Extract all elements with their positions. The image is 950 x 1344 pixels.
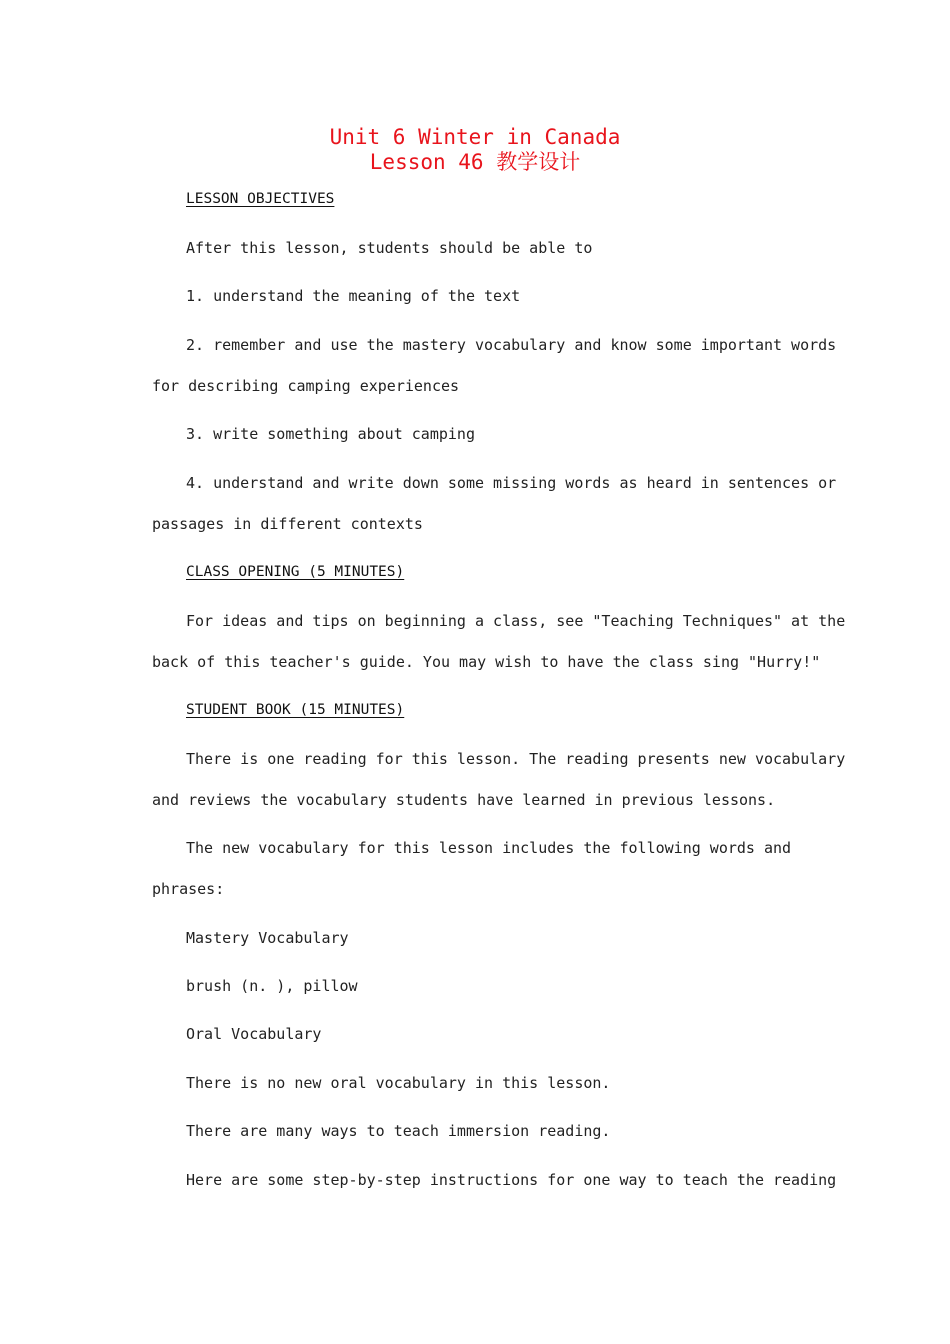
opening-para-line-2: back of this teacher's guide. You may wish to have the class sing "Hurry!" [152, 653, 821, 671]
title-unit: Unit 6 Winter in Canada [329, 125, 621, 149]
opening-para-line-1: For ideas and tips on beginning a class, see "Teaching Techniques" at the [186, 612, 846, 630]
heading-student-book: STUDENT BOOK (15 MINUTES) [186, 702, 405, 718]
objective-item-2-line-2: for describing camping experiences [152, 377, 460, 395]
step-instructions-text: Here are some step-by-step instructions for one way to teach the reading [186, 1171, 837, 1189]
objective-item-3: 3. write something about camping [186, 425, 475, 443]
oral-vocabulary-text: There is no new oral vocabulary in this lesson. [186, 1074, 611, 1092]
student-book-para-1-line-1: There is one reading for this lesson. The reading presents new vocabulary [186, 750, 846, 768]
title-lesson: Lesson 46 教学设计 [369, 150, 581, 174]
objective-item-4-line-2: passages in different contexts [152, 515, 423, 533]
student-book-para-2-line-1: The new vocabulary for this lesson includes the following words and [186, 839, 792, 857]
mastery-vocabulary-label: Mastery Vocabulary [186, 929, 349, 947]
oral-vocabulary-label: Oral Vocabulary [186, 1025, 322, 1043]
student-book-para-2-line-2: phrases: [152, 880, 225, 898]
objective-item-1: 1. understand the meaning of the text [186, 287, 521, 305]
objectives-intro: After this lesson, students should be able to [186, 239, 593, 257]
objective-item-4-line-1: 4. understand and write down some missing words as heard in sentences or [186, 474, 837, 492]
immersion-reading-text: There are many ways to teach immersion reading. [186, 1122, 611, 1140]
objective-item-2-line-1: 2. remember and use the mastery vocabulary and know some important words [186, 336, 837, 354]
heading-class-opening: CLASS OPENING (5 MINUTES) [186, 564, 405, 580]
heading-lesson-objectives: LESSON OBJECTIVES [186, 191, 335, 207]
student-book-para-1-line-2: and reviews the vocabulary students have learned in previous lessons. [152, 791, 776, 809]
mastery-vocabulary-words: brush (n. ), pillow [186, 977, 358, 995]
